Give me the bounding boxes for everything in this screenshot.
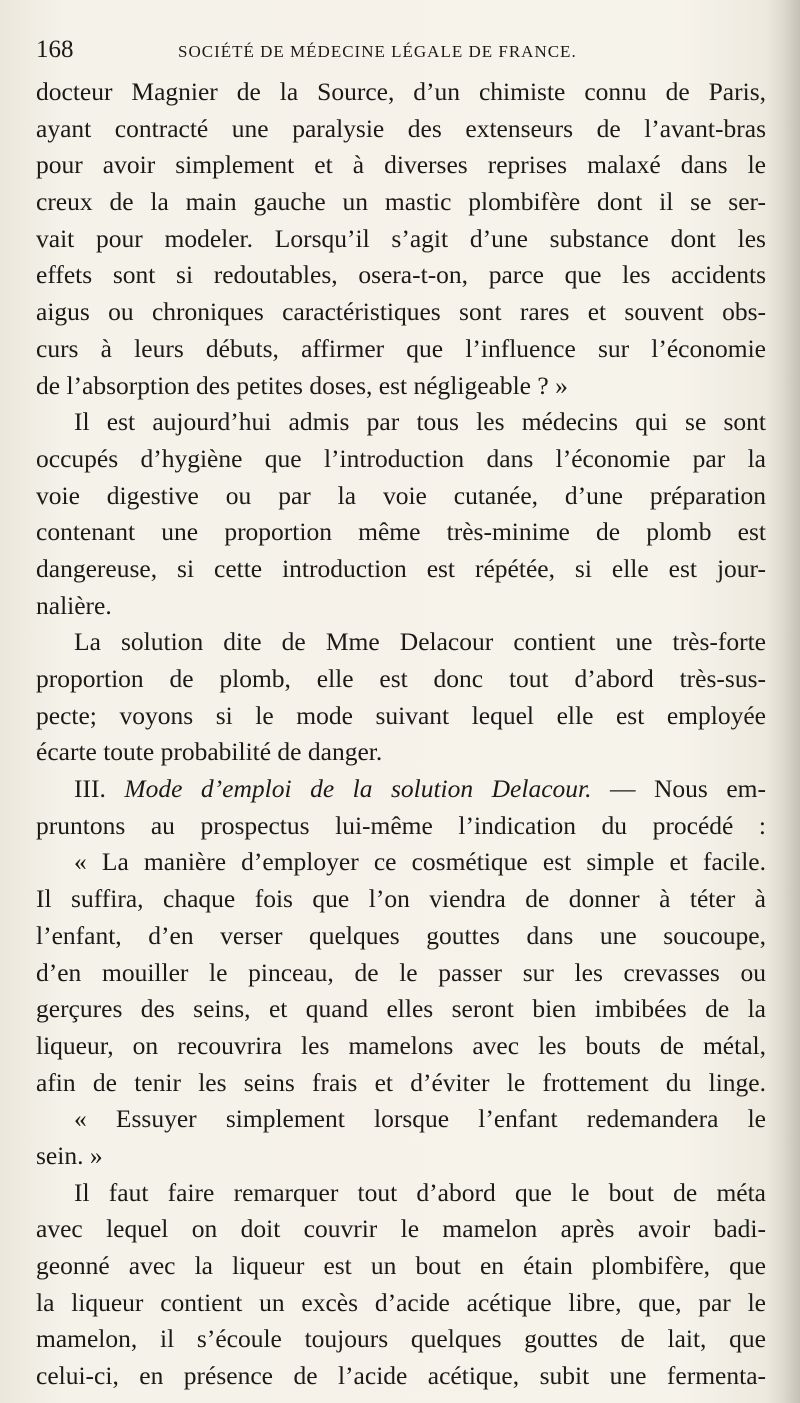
text-line: « Essuyer simplement lorsque l’enfant redemandera le (74, 1104, 766, 1134)
text-line: pour avoir simplement et à diverses reprises malaxé dans le (36, 150, 766, 180)
page-number: 168 (36, 36, 74, 63)
text-line: liqueur, on recouvrira les mamelons avec les bouts de métal, (36, 1030, 766, 1060)
text-line: l’enfant, d’en verser quelques gouttes dans une soucoupe, (36, 920, 766, 950)
text-line: pecte; voyons si le mode suivant lequel elle est employée (36, 700, 766, 730)
text-line: nalière. (36, 590, 112, 620)
text-line: contenant une proportion même très-minime de plomb est (36, 517, 766, 547)
text-line: voie digestive ou par la voie cutanée, d’une préparation (36, 480, 766, 510)
text-line: curs à leurs débuts, affirmer que l’influence sur l’économie (36, 333, 766, 363)
section-numeral: III. (74, 774, 106, 804)
text-line: dangereuse, si cette introduction est répétée, si elle est jour- (36, 553, 766, 583)
text-line: creux de la main gauche un mastic plombifère dont il se ser- (36, 187, 766, 217)
section-title: Mode d’emploi de la solution Delacour. (124, 774, 592, 804)
text-line: afin de tenir les seins frais et d’éviter le frottement du linge. (36, 1067, 766, 1097)
text-line: celui-ci, en présence de l’acide acétique, subit une fermenta- (36, 1361, 766, 1391)
text-line: Il suffira, chaque fois que l’on viendra de donner à téter à (36, 884, 766, 914)
text-line: d’en mouiller le pinceau, de le passer sur les crevasses ou (36, 957, 766, 987)
text-line: vait pour modeler. Lorsqu’il s’agit d’une substance dont les (36, 223, 766, 253)
page-header (36, 36, 760, 70)
text-line: de l’absorption des petites doses, est négligeable ? » (36, 370, 568, 400)
text-line: effets sont si redoutables, osera-t-on, parce que les accidents (36, 260, 766, 290)
text-line: la liqueur contient un excès d’acide acétique libre, que, par le (36, 1287, 766, 1317)
text-line: gerçures des seins, et quand elles seront bien imbibées de la (36, 994, 766, 1024)
text-line: sein. » (36, 1140, 103, 1170)
text-line: Il est aujourd’hui admis par tous les médecins qui se sont (74, 407, 766, 437)
text-line: mamelon, il s’écoule toujours quelques gouttes de lait, que (36, 1324, 766, 1354)
body-text (36, 74, 766, 1395)
text-line: Il faut faire remarquer tout d’abord que le bout de méta (74, 1177, 766, 1207)
section-continuation: — Nous em- (591, 774, 766, 804)
running-title: SOCIÉTÉ DE MÉDECINE LÉGALE DE FRANCE. (178, 42, 577, 61)
spine-shadow (766, 0, 800, 1403)
text-line: pruntons au prospectus lui-même l’indication du procédé : (36, 810, 766, 840)
text-line: geonné avec la liqueur est un bout en étain plombifère, que (36, 1251, 766, 1280)
text-line: ayant contracté une paralysie des extenseurs de l’avant-bras (36, 113, 766, 143)
text-line: avec lequel on doit couvrir le mamelon après avoir badi- (36, 1214, 766, 1244)
text-line: aigus ou chroniques caractéristiques sont rares et souvent obs- (36, 297, 766, 327)
text-line: proportion de plomb, elle est donc tout d’abord très-sus- (36, 664, 766, 693)
text-line: écarte toute probabilité de danger. (36, 737, 383, 767)
text-line: occupés d’hygiène que l’introduction dans l’économie par la (36, 443, 766, 473)
text-line: docteur Magnier de la Source, d’un chimiste connu de Paris, (36, 77, 766, 106)
text-line: « La manière d’employer ce cosmétique est simple et facile. (74, 847, 766, 877)
section-heading-line (36, 771, 766, 808)
text-line: La solution dite de Mme Delacour contient une très-forte (74, 627, 766, 657)
